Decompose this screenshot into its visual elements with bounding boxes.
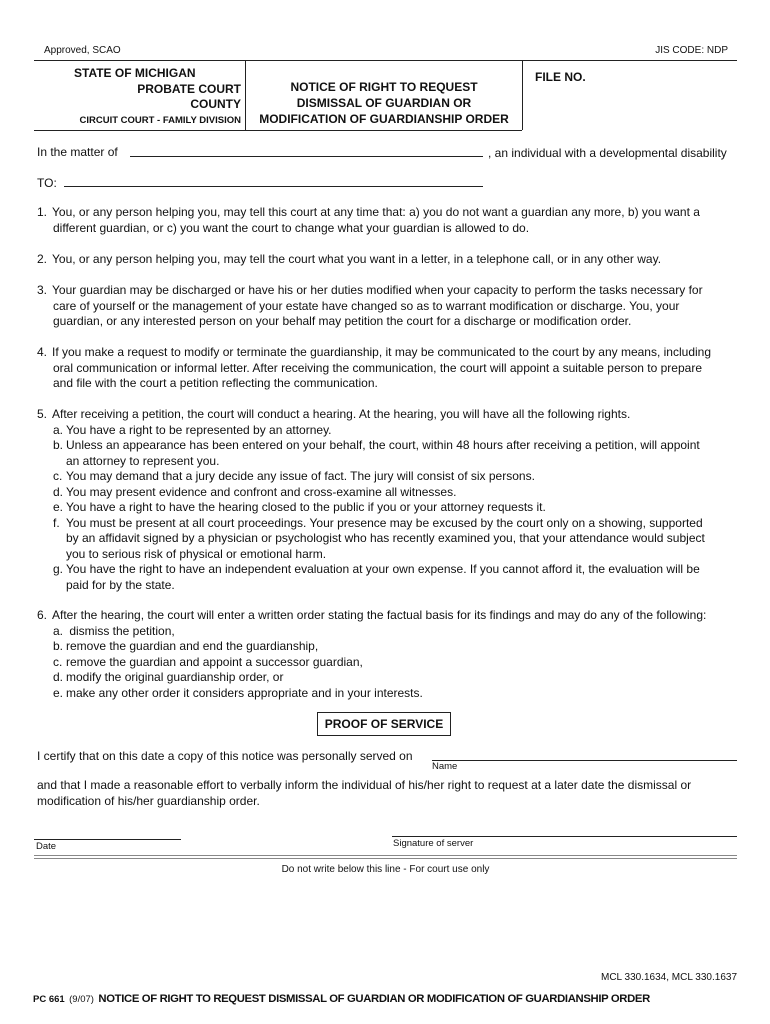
date-field[interactable] [34,839,181,840]
item-6: 6. After the hearing, the court will enter a written order stating the factual basis for its findings and may do any of the following: a. dismiss the petition, b. remove the guardian and end the guardianship, c. remove the guardian and appoint a successor guardian, d. modify the original guardianship order, or e. make any other order it considers appropriate and in your interests. [37,608,707,700]
form-revision: (9/07) [69,994,94,1005]
court-use-rule-1 [34,855,737,856]
date-caption: Date [36,841,57,852]
matter-suffix: , an individual with a developmental disability [488,146,727,160]
served-name-field[interactable] [432,760,737,761]
form-title: NOTICE OF RIGHT TO REQUEST DISMISSAL OF GUARDIAN OR MODIFICATION OF GUARDIANSHIP ORDER [259,80,509,126]
certify-text: I certify that on this date a copy of this notice was personally served on [37,749,413,763]
circuit-court-label: CIRCUIT COURT - FAMILY DIVISION [79,115,241,126]
footer-title: NOTICE OF RIGHT TO REQUEST DISMISSAL OF GUARDIAN OR MODIFICATION OF GUARDIANSHIP ORDER [98,993,650,1005]
state-label: STATE OF MICHIGAN [74,66,196,80]
footer-line [33,989,650,1007]
item-1: 1. You, or any person helping you, may tell this court at any time that: a) you do not want a guardian any more, b) you want a different guardian, or c) you want the court to change what your guardian is allowed to do. [37,205,700,235]
name-caption: Name [432,761,458,772]
signature-caption: Signature of server [393,838,474,849]
effort-text: and that I made a reasonable effort to verbally inform the individual of his/her right to request at a later date the dismissal or modification of his/her guardianship order. [37,778,692,808]
form-number: PC 661 [33,994,65,1005]
probate-court-label: PROBATE COURT [137,82,241,96]
county-label: COUNTY [190,97,241,111]
matter-label: In the matter of [37,145,118,159]
item-4: 4. If you make a request to modify or terminate the guardianship, it may be communicated to the court by any means, including oral communication or informal letter. After receiving the communication, the court will appoint a suitable person to prepare and file with the court a petition reflecting the communication. [37,345,712,390]
matter-name-field[interactable] [130,156,483,157]
approved-text: Approved, SCAO [44,45,121,56]
to-label: TO: [37,176,57,190]
court-use-note: Do not write below this line - For court use only [281,864,490,875]
header-top-rule [34,60,737,61]
signature-field[interactable] [392,836,737,837]
mcl-reference: MCL 330.1634, MCL 330.1637 [600,972,737,983]
jis-code: JIS CODE: NDP [655,45,728,56]
to-field[interactable] [64,186,483,187]
proof-of-service-title: PROOF OF SERVICE [317,712,451,736]
item-3: 3. Your guardian may be discharged or have his or her duties modified when your capacity to perform the tasks necessary for care of yourself or the management of your estate have changed so as to warrant modification or discharge. You, your guardian, or any interested person on your behalf may petition the court for a discharge or modification order. [37,283,703,328]
header-bottom-rule [34,130,522,131]
header-divider-2 [522,60,523,130]
court-use-rule-2 [34,858,737,859]
item-5: 5. After receiving a petition, the court will conduct a hearing. At the hearing, you will have all the following rights. a. You have a right to be represented by an attorney. b. Unless an appearance has been entered on your behalf, the court, within 48 hours after receiving a petition, will appoint an attorney to represent you. c. You may demand that a jury decide any issue of fact. The jury will consist of six persons. d. You may present evidence and confront and cross-examine all witnesses. e. You have a right to have the hearing closed to the public if you or your attorney requests it. f. You must be present at all court proceedings. Your presence may be excused by the court only on a showing, supported by an affidavit signed by a physician or psychologist who has recently examined you, that your attendance would subject you to serious risk of physical or emotional harm. g. You have the right to have an independent evaluation at your own expense. If you cannot afford it, the evaluation will be paid for by the state. [37,407,705,592]
file-no-label: FILE NO. [535,70,586,84]
item-2: 2. You, or any person helping you, may tell the court what you want in a letter, in a telephone call, or in any other way. [37,252,662,266]
